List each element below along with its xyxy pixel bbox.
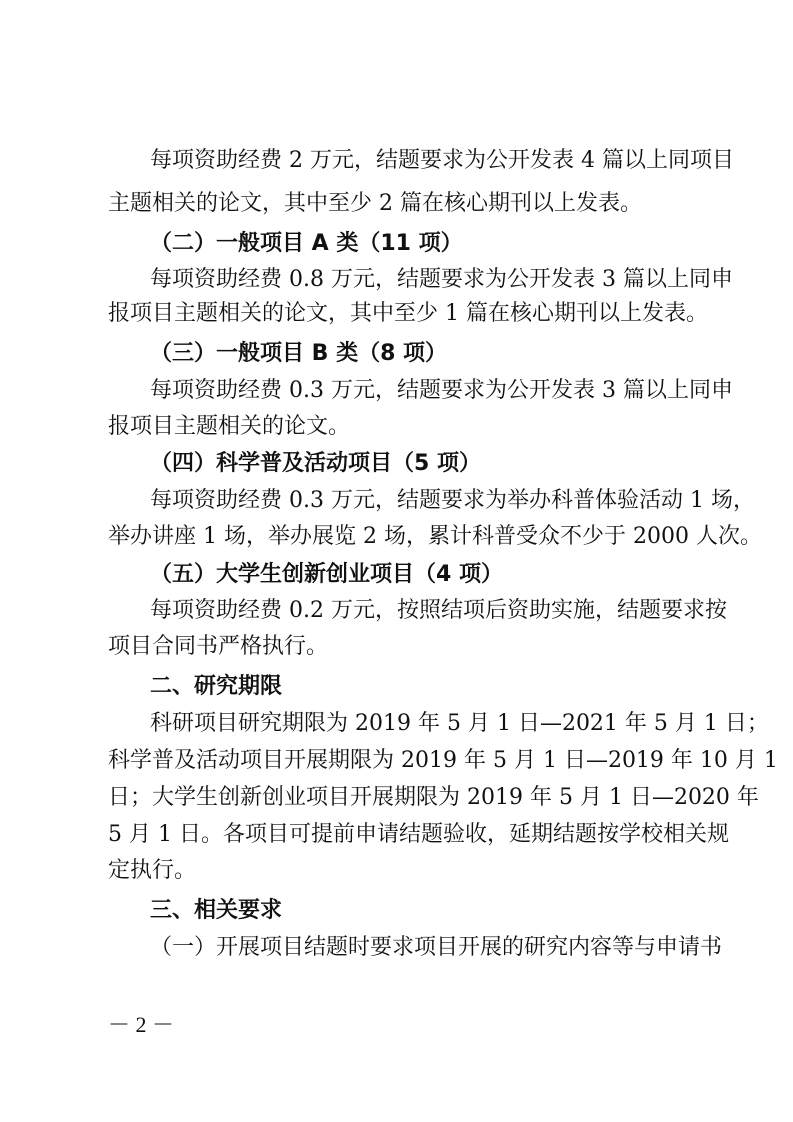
paragraph-line: 日；大学生创新创业项目开展期限为 2019 年 5 月 1 日—2020 年 <box>108 785 759 810</box>
paragraph-line: 每项资助经费 0.2 万元，按照结项后资助实施，结题要求按 <box>150 598 727 623</box>
section-heading: （二）一般项目 A 类（11 项） <box>150 231 463 256</box>
paragraph-line: 科学普及活动项目开展期限为 2019 年 5 月 1 日—2019 年 10 月 1 <box>108 748 778 773</box>
paragraph-line: 主题相关的论文，其中至少 2 篇在核心期刊以上发表。 <box>108 191 642 216</box>
paragraph-line: 5 月 1 日。各项目可提前申请结题验收，延期结题按学校相关规 <box>108 822 729 847</box>
paragraph-line: 每项资助经费 0.8 万元，结题要求为公开发表 3 篇以上同申 <box>150 267 733 292</box>
paragraph-line: 报项目主题相关的论文，其中至少 1 篇在核心期刊以上发表。 <box>108 301 708 326</box>
paragraph-line: 举办讲座 1 场，举办展览 2 场，累计科普受众不少于 2000 人次。 <box>108 524 762 549</box>
paragraph-line: （一）开展项目结题时要求项目开展的研究内容等与申请书 <box>150 935 723 960</box>
paragraph-line: 每项资助经费 0.3 万元，结题要求为公开发表 3 篇以上同申 <box>150 378 733 403</box>
paragraph-line: 定执行。 <box>108 858 197 883</box>
paragraph-line: 科研项目研究期限为 2019 年 5 月 1 日—2021 年 5 月 1 日； <box>150 711 769 736</box>
section-heading: 三、相关要求 <box>150 898 283 923</box>
paragraph-line: 每项资助经费 0.3 万元，结题要求为举办科普体验活动 1 场， <box>150 488 755 513</box>
page-number: － 2 － <box>108 1012 175 1037</box>
section-heading: （五）大学生创新创业项目（4 项） <box>150 562 503 587</box>
section-heading: （四）科学普及活动项目（5 项） <box>150 451 481 476</box>
section-heading: （三）一般项目 B 类（8 项） <box>150 341 448 366</box>
paragraph-line: 报项目主题相关的论文。 <box>108 414 351 439</box>
paragraph-line: 每项资助经费 2 万元，结题要求为公开发表 4 篇以上同项目 <box>150 148 734 173</box>
section-heading: 二、研究期限 <box>150 674 283 699</box>
paragraph-line: 项目合同书严格执行。 <box>108 634 329 659</box>
